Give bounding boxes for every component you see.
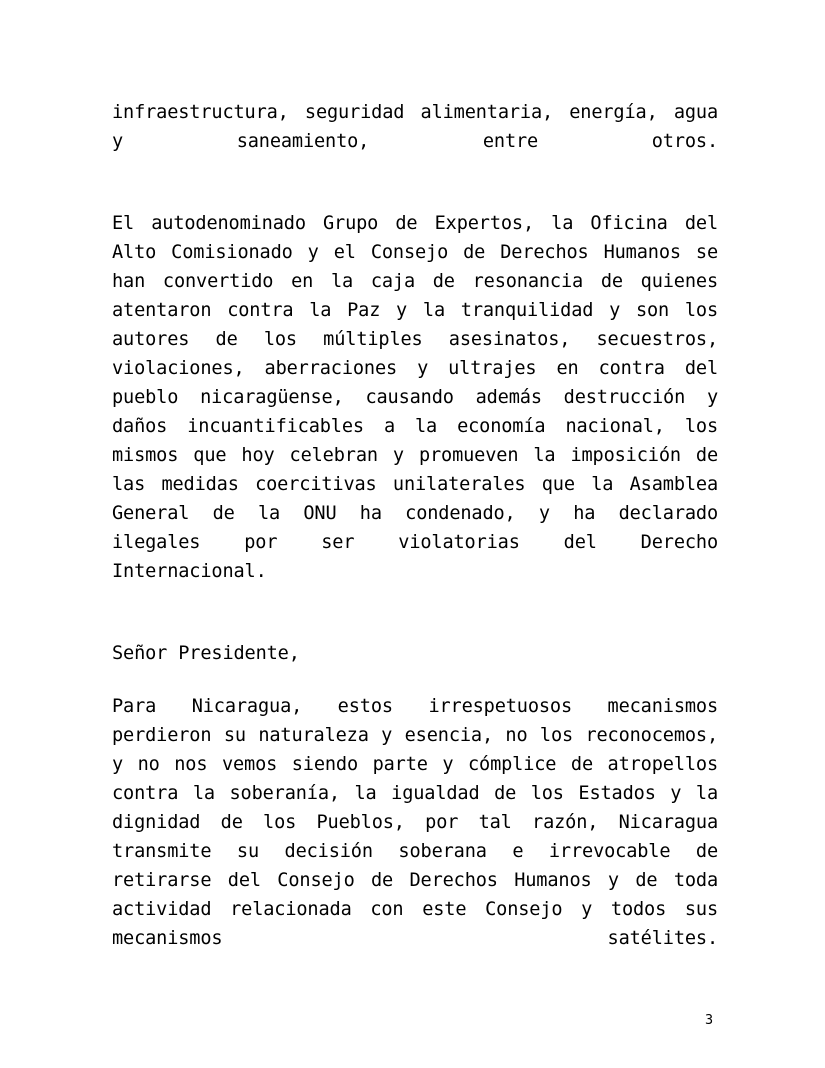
document-body (112, 98, 718, 1006)
paragraph-salutation: Señor Presidente, (112, 643, 300, 664)
page-number-value: 3 (705, 1012, 714, 1028)
paragraph-grupo-de-expertos: El autodenominado Grupo de Expertos, la Oficina del Alto Comisionado y el Consejo de Derechos Humanos se han convertido en la caja de resonancia de quienes atentaron contra la Paz y la tranquilidad y son los autores de los múltiples asesinatos, secuestros, violaciones, aberraciones y ultrajes en contra del pueblo nicaragüense, causando además destrucción y daños incuantificables a la economía nacional, los mismos que hoy celebran y promueven la imposición de las medidas coercitivas unilaterales que la Asamblea General de la ONU ha condenado, y ha declarado ilegales por ser violatorias del Derecho Internacional. (112, 213, 718, 582)
paragraph-retiro-consejo: Para Nicaragua, estos irrespetuosos mecanismos perdieron su naturaleza y esencia, no los reconocemos, y no nos vemos siendo parte y cómplice de atropellos contra la soberanía, la igualdad de los Estados y la dignidad de los Pueblos, por tal razón, Nicaragua transmite su decisión soberana e irrevocable de retirarse del Consejo de Derechos Humanos y de toda actividad relacionada con este Consejo y todos sus mecanismos satélites. (112, 696, 718, 949)
paragraph-infraestructura: infraestructura, seguridad alimentaria, energía, agua y saneamiento, entre otros. (112, 102, 718, 152)
